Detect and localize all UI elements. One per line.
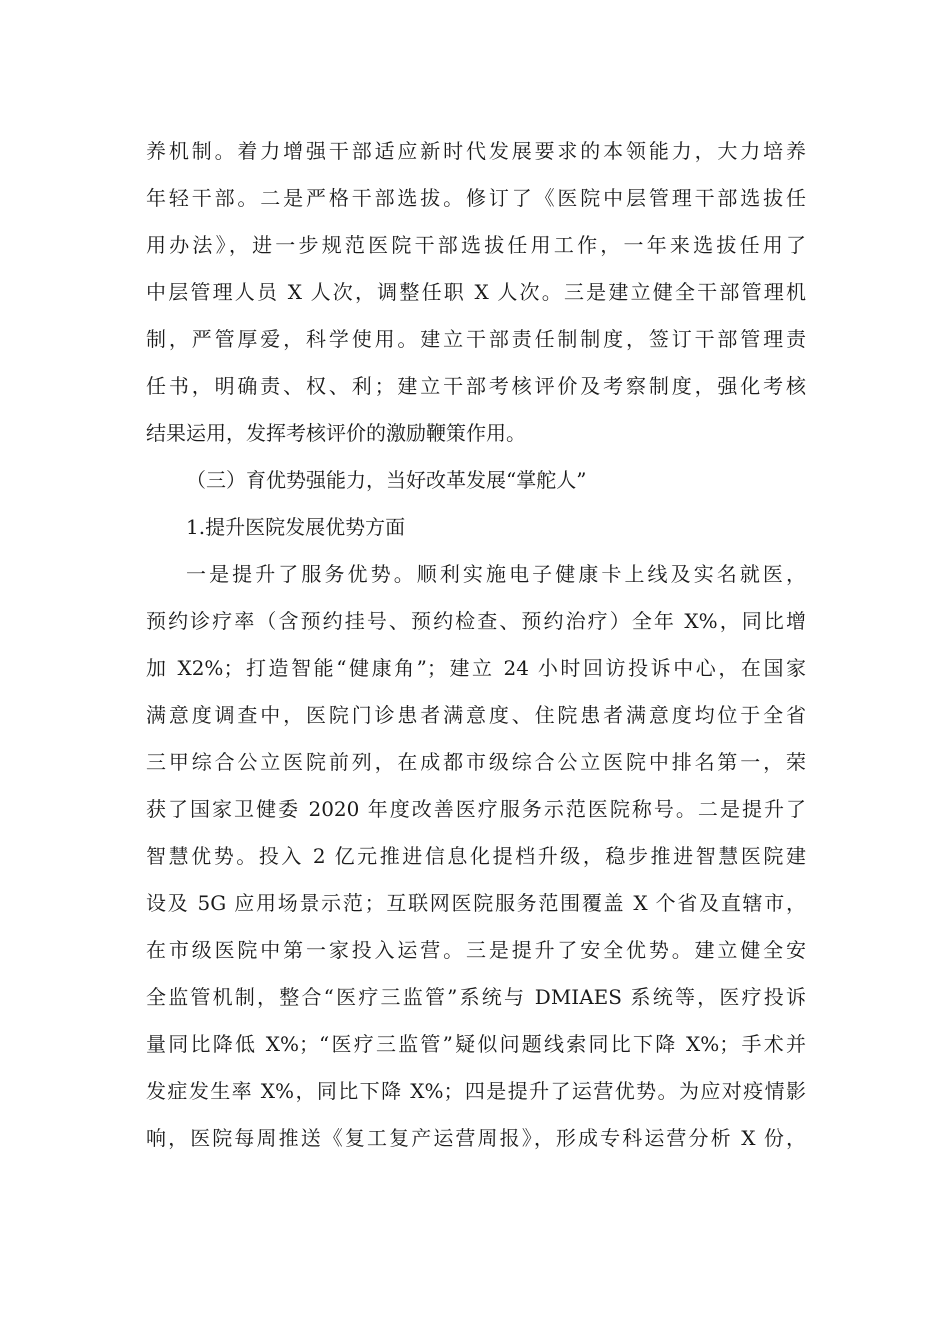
text-line: 量同比降低 X%；“医疗三监管”疑似问题线索同比下降 X%；手术并 — [146, 1032, 806, 1056]
text-line: 制，严管厚爱，科学使用。建立干部责任制制度，签订干部管理责 — [146, 327, 806, 351]
text-line: 全监管机制，整合“医疗三监管”系统与 DMIAES 系统等，医疗投诉 — [146, 985, 806, 1009]
text-line: 预约诊疗率（含预约挂号、预约检查、预约治疗）全年 X%，同比增 — [146, 609, 806, 633]
text-line: 满意度调查中，医院门诊患者满意度、住院患者满意度均位于全省 — [146, 703, 806, 727]
text-line: 智慧优势。投入 2 亿元推进信息化提档升级，稳步推进智慧医院建 — [146, 844, 806, 868]
text-line: 获了国家卫健委 2020 年度改善医疗服务示范医院称号。二是提升了 — [146, 797, 806, 821]
text-line: 任书，明确责、权、利；建立干部考核评价及考察制度，强化考核 — [146, 374, 806, 398]
text-line: 中层管理人员 X 人次，调整任职 X 人次。三是建立健全干部管理机 — [146, 280, 806, 304]
text-line: 用办法》，进一步规范医院干部选拔任用工作，一年来选拔任用了 — [146, 233, 806, 257]
text-line: 加 X2%；打造智能“健康角”；建立 24 小时回访投诉中心，在国家 — [146, 656, 806, 680]
text-line: 年轻干部。二是严格干部选拔。修订了《医院中层管理干部选拔任 — [146, 186, 806, 210]
document-body — [146, 128, 806, 1162]
text-line: 响，医院每周推送《复工复产运营周报》，形成专科运营分析 X 份， — [146, 1126, 806, 1150]
text-line: 设及 5G 应用场景示范；互联网医院服务范围覆盖 X 个省及直辖市， — [146, 891, 806, 915]
text-line: 一是提升了服务优势。顺利实施电子健康卡上线及实名就医， — [186, 562, 806, 586]
text-line: 养机制。着力增强干部适应新时代发展要求的本领能力，大力培养 — [146, 139, 806, 163]
text-line: 三甲综合公立医院前列，在成都市级综合公立医院中排名第一，荣 — [146, 750, 806, 774]
text-line: 结果运用，发挥考核评价的激励鞭策作用。 — [146, 421, 526, 445]
text-line: 在市级医院中第一家投入运营。三是提升了安全优势。建立健全安 — [146, 938, 806, 962]
subsection-heading: 1.提升医院发展优势方面 — [186, 515, 406, 539]
section-heading: （三）育优势强能力，当好改革发展“掌舵人” — [186, 468, 587, 492]
text-line: 发症发生率 X%，同比下降 X%；四是提升了运营优势。为应对疫情影 — [146, 1079, 806, 1103]
